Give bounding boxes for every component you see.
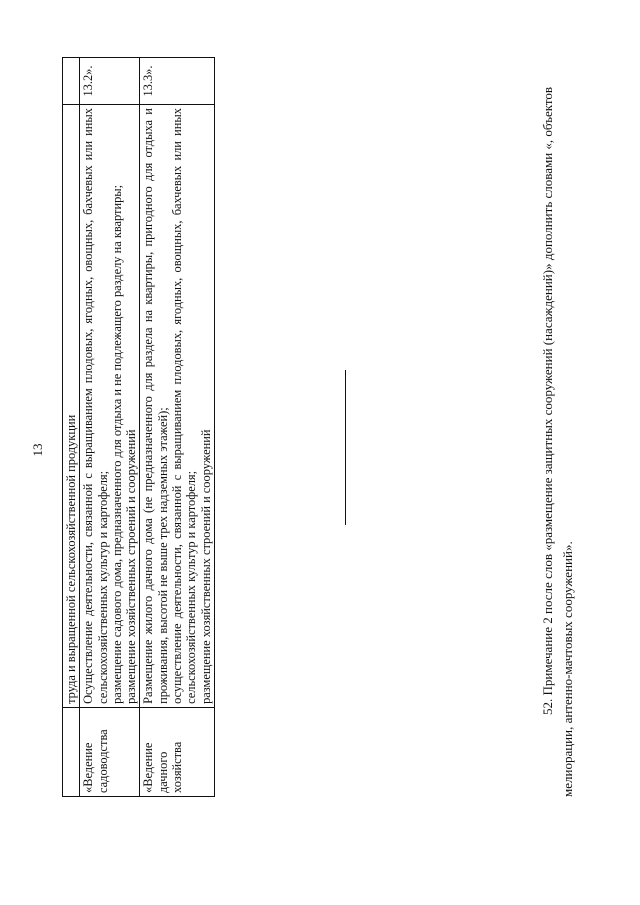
amendment-note-line-2: мелиорации, антенно-мачтовых сооружений». [560,541,575,797]
description-paragraph: осуществление деятельности, связанной с выращиванием плодовых, ягодных, овощных, бахчевых или иных сельскохозяйственных культур и картофеля; [170,108,199,704]
description-paragraph: размещение хозяйственных строений и сооружений [198,429,213,704]
description-paragraph: Осуществление деятельности, связанной с выращиванием плодовых, ягодных, овощных, бахчевых или иных сельскохозяйственных культур и картофеля; [81,108,110,704]
row-code: 13.2». [80,58,140,105]
description-paragraph: Размещение жилого дачного дома (не предназначенного для раздела на квартиры, пригодного для отдыха и проживания, высотой не выше трех надземных этажей); [141,108,170,704]
row-description [140,105,214,708]
row-code: 13.3». [140,58,214,105]
table-row [80,58,140,797]
continuation-text: труда и выращенной сельскохозяйственной продукции [63,105,80,708]
row-name: «Ведение дачного хозяйства [140,707,214,796]
amendment-note-line-1: 52. Примечание 2 после слов «размещение защитных сооружений (насаждений)» дополнить словами «, объектов [540,86,555,715]
row-name: «Ведение садоводства [80,707,140,796]
description-paragraph: размещение садового дома, предназначенного для отдыха и не подлежащего разделу на квартиры; [109,184,124,704]
separator-line [345,370,346,525]
page-number: 13 [30,443,45,457]
table-cell-empty [63,707,80,796]
table-row-continuation [63,58,80,797]
table-cell-empty [63,58,80,105]
table-row [140,58,214,797]
row-description [80,105,140,708]
description-paragraph: размещение хозяйственных строений и сооружений [124,429,139,704]
land-use-table [62,57,215,797]
